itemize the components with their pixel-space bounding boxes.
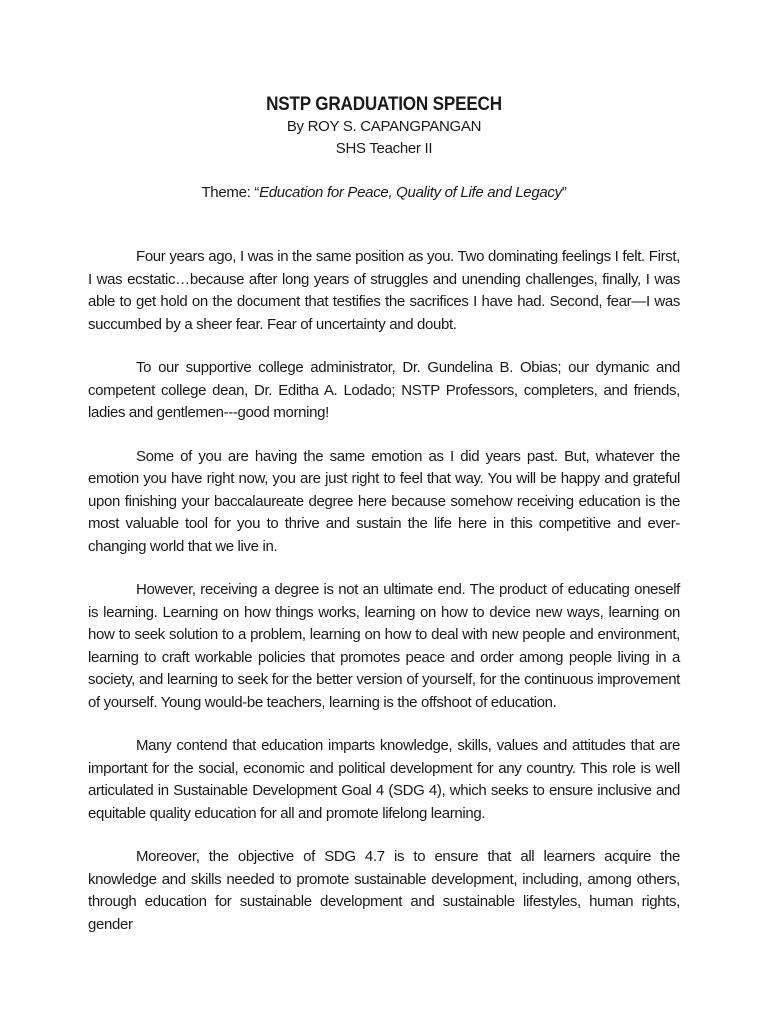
page-title: NSTP GRADUATION SPEECH — [266, 94, 502, 115]
author-byline: By ROY S. CAPANGPANGAN — [286, 118, 482, 135]
document-header — [88, 94, 680, 204]
paragraph: Some of you are having the same emotion as I did years past. But, whatever the emotion you have right now, you are just right to feel that way. You will be happy and grateful upon finishing your baccalaureate degree here because somehow receiving education is the most valuable tool for you to thrive and sustain the life here in this competitive and ever-changing world that we live in. — [88, 447, 680, 555]
author-role: SHS Teacher II — [335, 140, 433, 157]
speech-body — [88, 246, 680, 936]
theme-label: Theme: “ — [201, 184, 260, 201]
paragraph: Four years ago, I was in the same position as you. Two dominating feelings I felt. First, I was ecstatic…because after long years of struggles and unending challenges, finally, I was able to get hold on the document that testifies the sacrifices I have had. Second, fear—I was succumbed by a sheer fear. Fear of uncertainty and doubt. — [88, 248, 680, 333]
document-page — [88, 88, 680, 957]
paragraph: Many contend that education imparts knowledge, skills, values and attitudes that are important for the social, economic and political development for any country. This role is well articulated in Sustainable Development Goal 4 (SDG 4), which seeks to ensure inclusive and equitable quality education for all and promote lifelong learning. — [88, 737, 680, 822]
paragraph: However, receiving a degree is not an ultimate end. The product of educating oneself is learning. Learning on how things works, learning on how to device new ways, learning on how to seek solution to a problem, learning on how to deal with new people and environment, learning to craft workable policies that promotes peace and order among people living in a society, and learning to seek for the better version of yourself, for the continuous improvement of yourself. Young would-be teachers, learning is the offshoot of education. — [88, 581, 680, 711]
theme-text: Education for Peace, Quality of Life and Legacy — [259, 184, 562, 201]
paragraph: Moreover, the objective of SDG 4.7 is to ensure that all learners acquire the knowledge and skills needed to promote sustainable development, including, among others, through education for sustainable development and sustainable lifestyles, human rights, gender — [88, 848, 680, 933]
theme-line — [88, 182, 680, 204]
paragraph: To our supportive college administrator, Dr. Gundelina B. Obias; our dymanic and competent college dean, Dr. Editha A. Lodado; NSTP Professors, completers, and friends, ladies and gentlemen---good morning! — [88, 359, 680, 421]
theme-close-quote: ” — [561, 184, 567, 201]
